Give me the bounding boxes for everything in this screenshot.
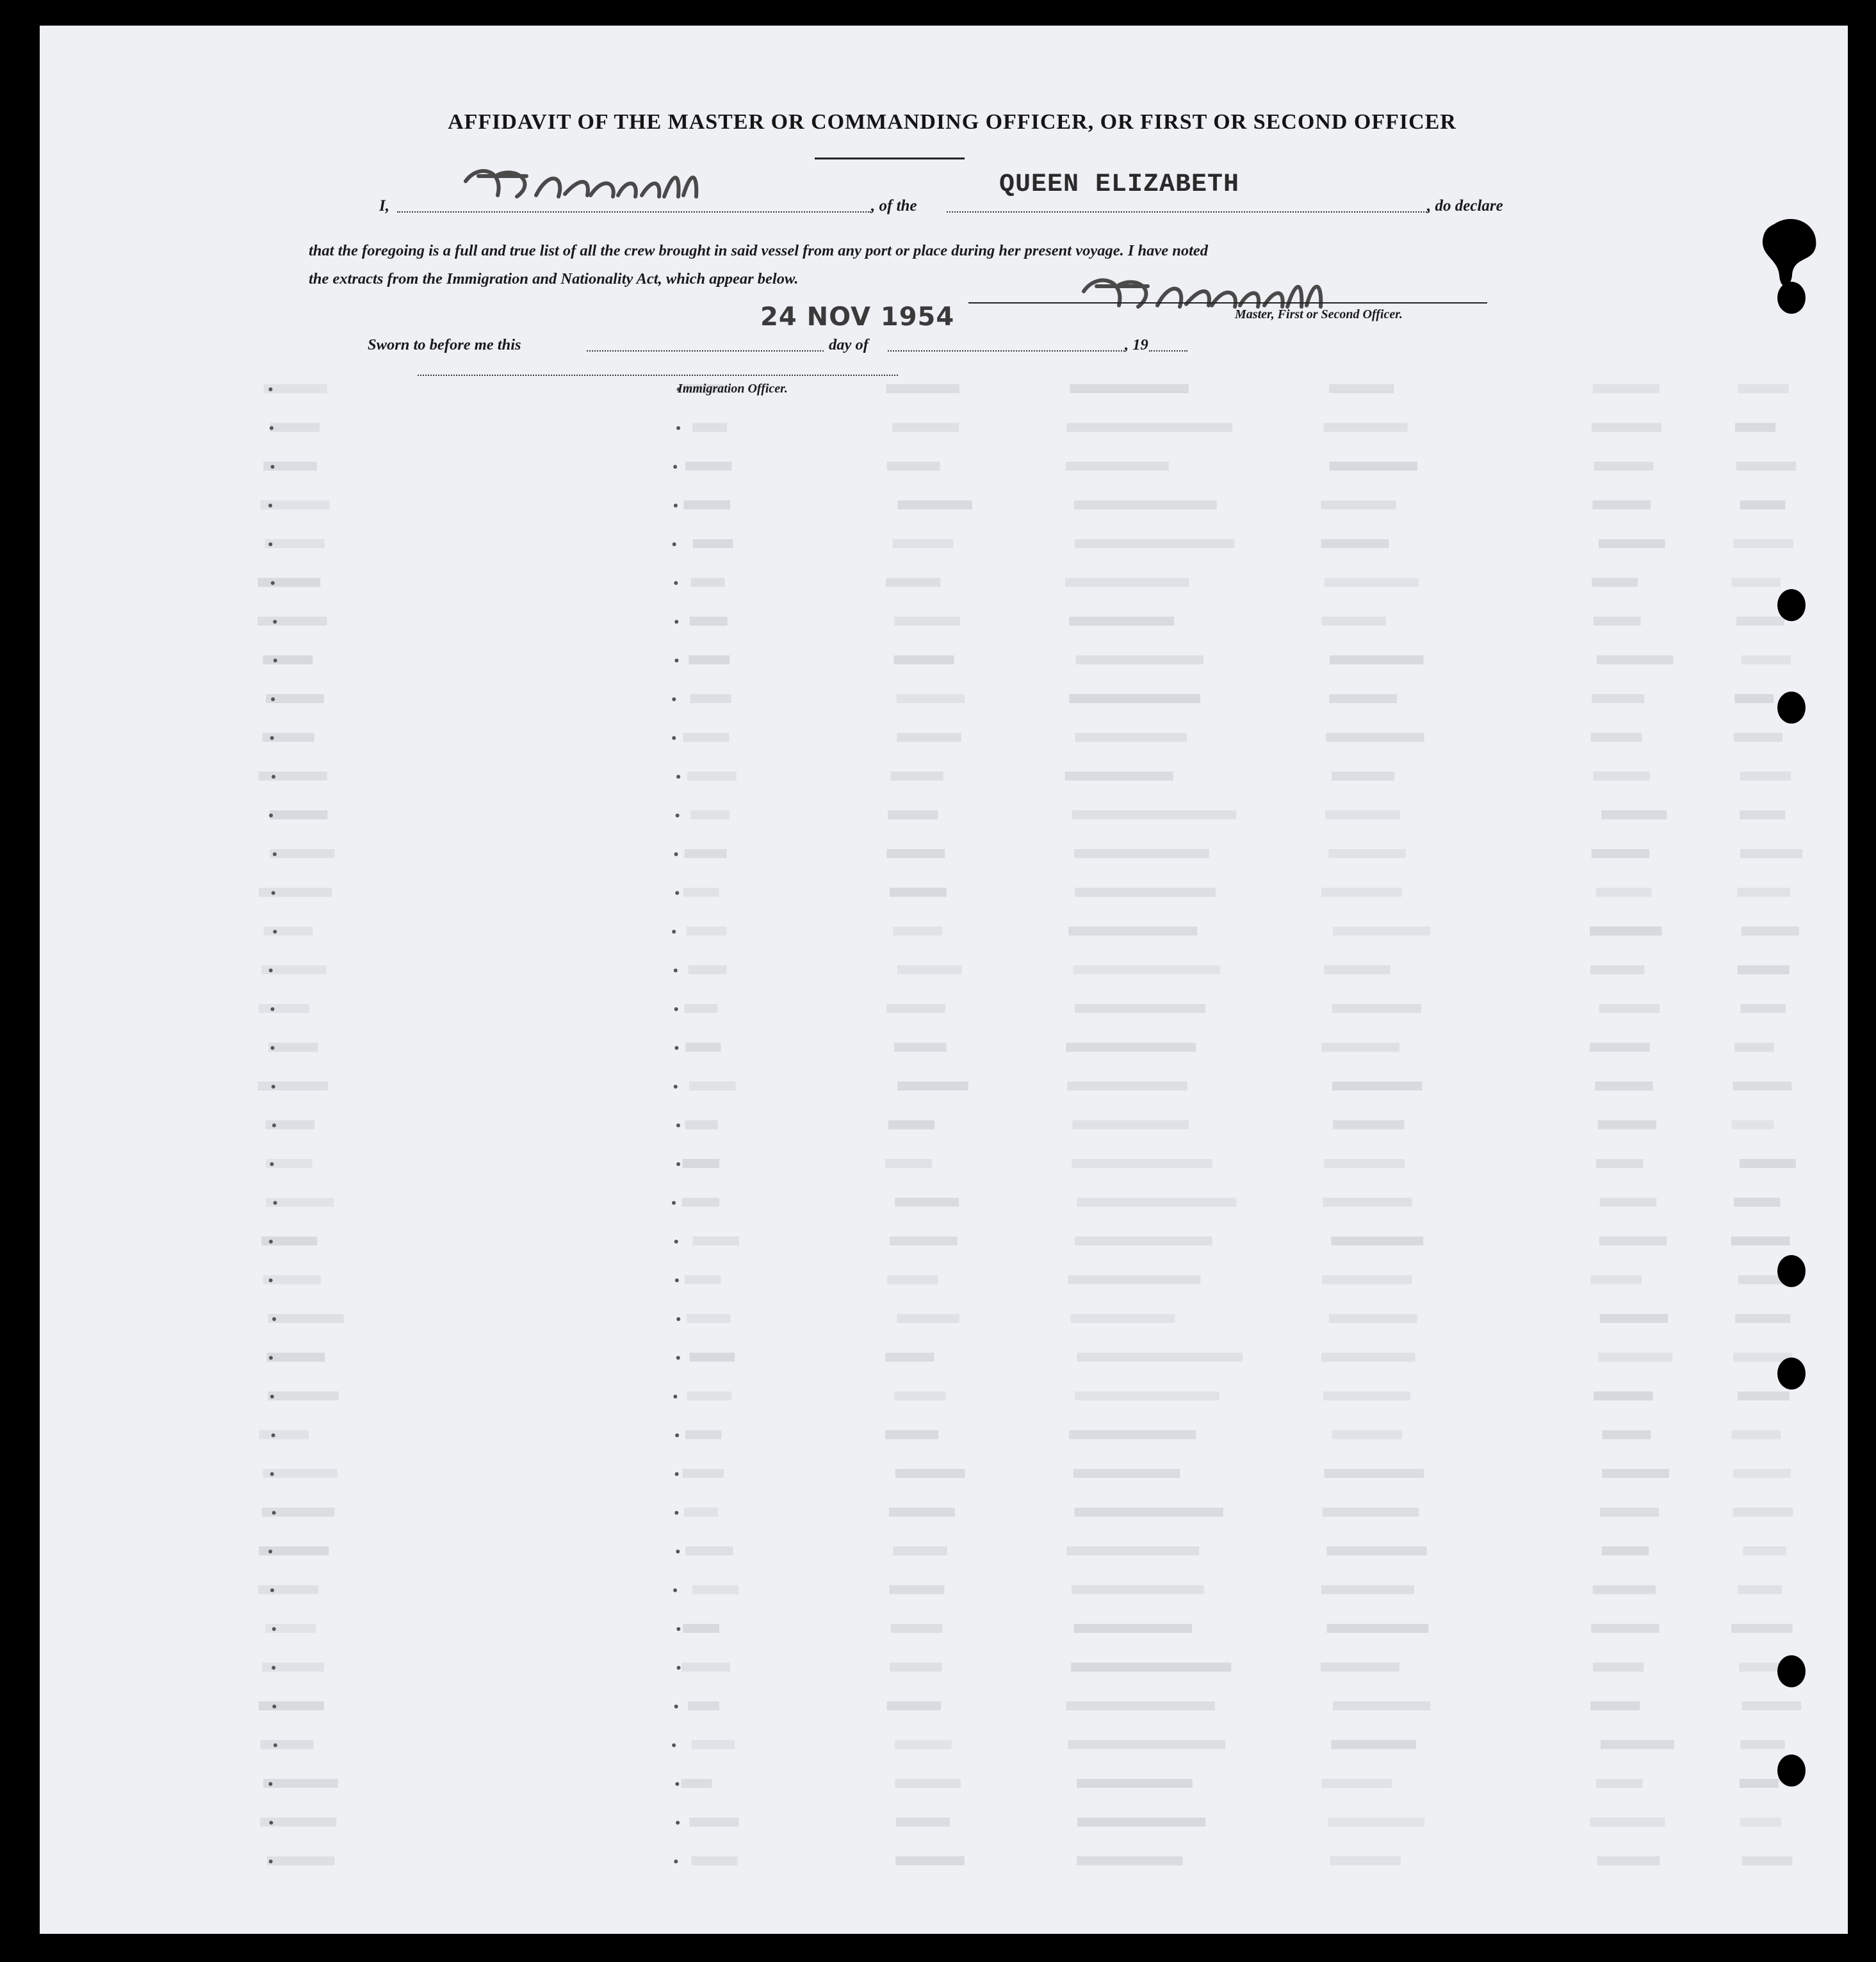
statement-line-2: the extracts from the Immigration and Nationality Act, which appear below. <box>309 270 799 288</box>
sworn-line <box>368 330 1187 358</box>
sworn-prefix: Sworn to before me this <box>368 336 521 353</box>
statement-line-1: that the foregoing is a full and true list of all the crew brought in said vessel from any port or place during her present voyage. I have noted <box>309 242 1209 259</box>
of-the-label: , of the <box>871 197 917 215</box>
sworn-year-prefix: , 19 <box>1125 336 1148 353</box>
date-stamp: 24 NOV 1954 <box>760 302 955 332</box>
declarant-prefix: I, <box>379 197 389 215</box>
title-rule <box>815 158 965 159</box>
document-page <box>40 26 1848 1934</box>
vessel-name-field <box>947 211 1430 213</box>
vessel-name: QUEEN ELIZABETH <box>999 170 1240 199</box>
affidavit-title: AFFIDAVIT OF THE MASTER OR COMMANDING OFFICER, OR FIRST OR SECOND OFFICER <box>448 110 1456 134</box>
punch-hole <box>1777 1655 1806 1687</box>
do-declare-label: , do declare <box>1427 197 1503 215</box>
punch-hole <box>1777 1358 1806 1390</box>
signature-caption: Master, First or Second Officer. <box>1235 307 1403 321</box>
master-signature-top <box>453 157 722 215</box>
sworn-day-of: day of <box>829 336 869 353</box>
sworn-day-field <box>587 350 824 352</box>
punch-hole <box>1777 692 1806 724</box>
punch-hole <box>1777 1255 1806 1287</box>
immigration-officer-line <box>418 375 898 376</box>
sworn-month-field <box>888 350 1125 352</box>
signature-line <box>968 302 1487 304</box>
ink-blot <box>1755 211 1825 295</box>
punch-hole <box>1777 589 1806 621</box>
sworn-year-field <box>1149 350 1187 352</box>
immigration-officer-caption: Immigration Officer. <box>678 382 788 396</box>
punch-hole <box>1777 1755 1806 1787</box>
